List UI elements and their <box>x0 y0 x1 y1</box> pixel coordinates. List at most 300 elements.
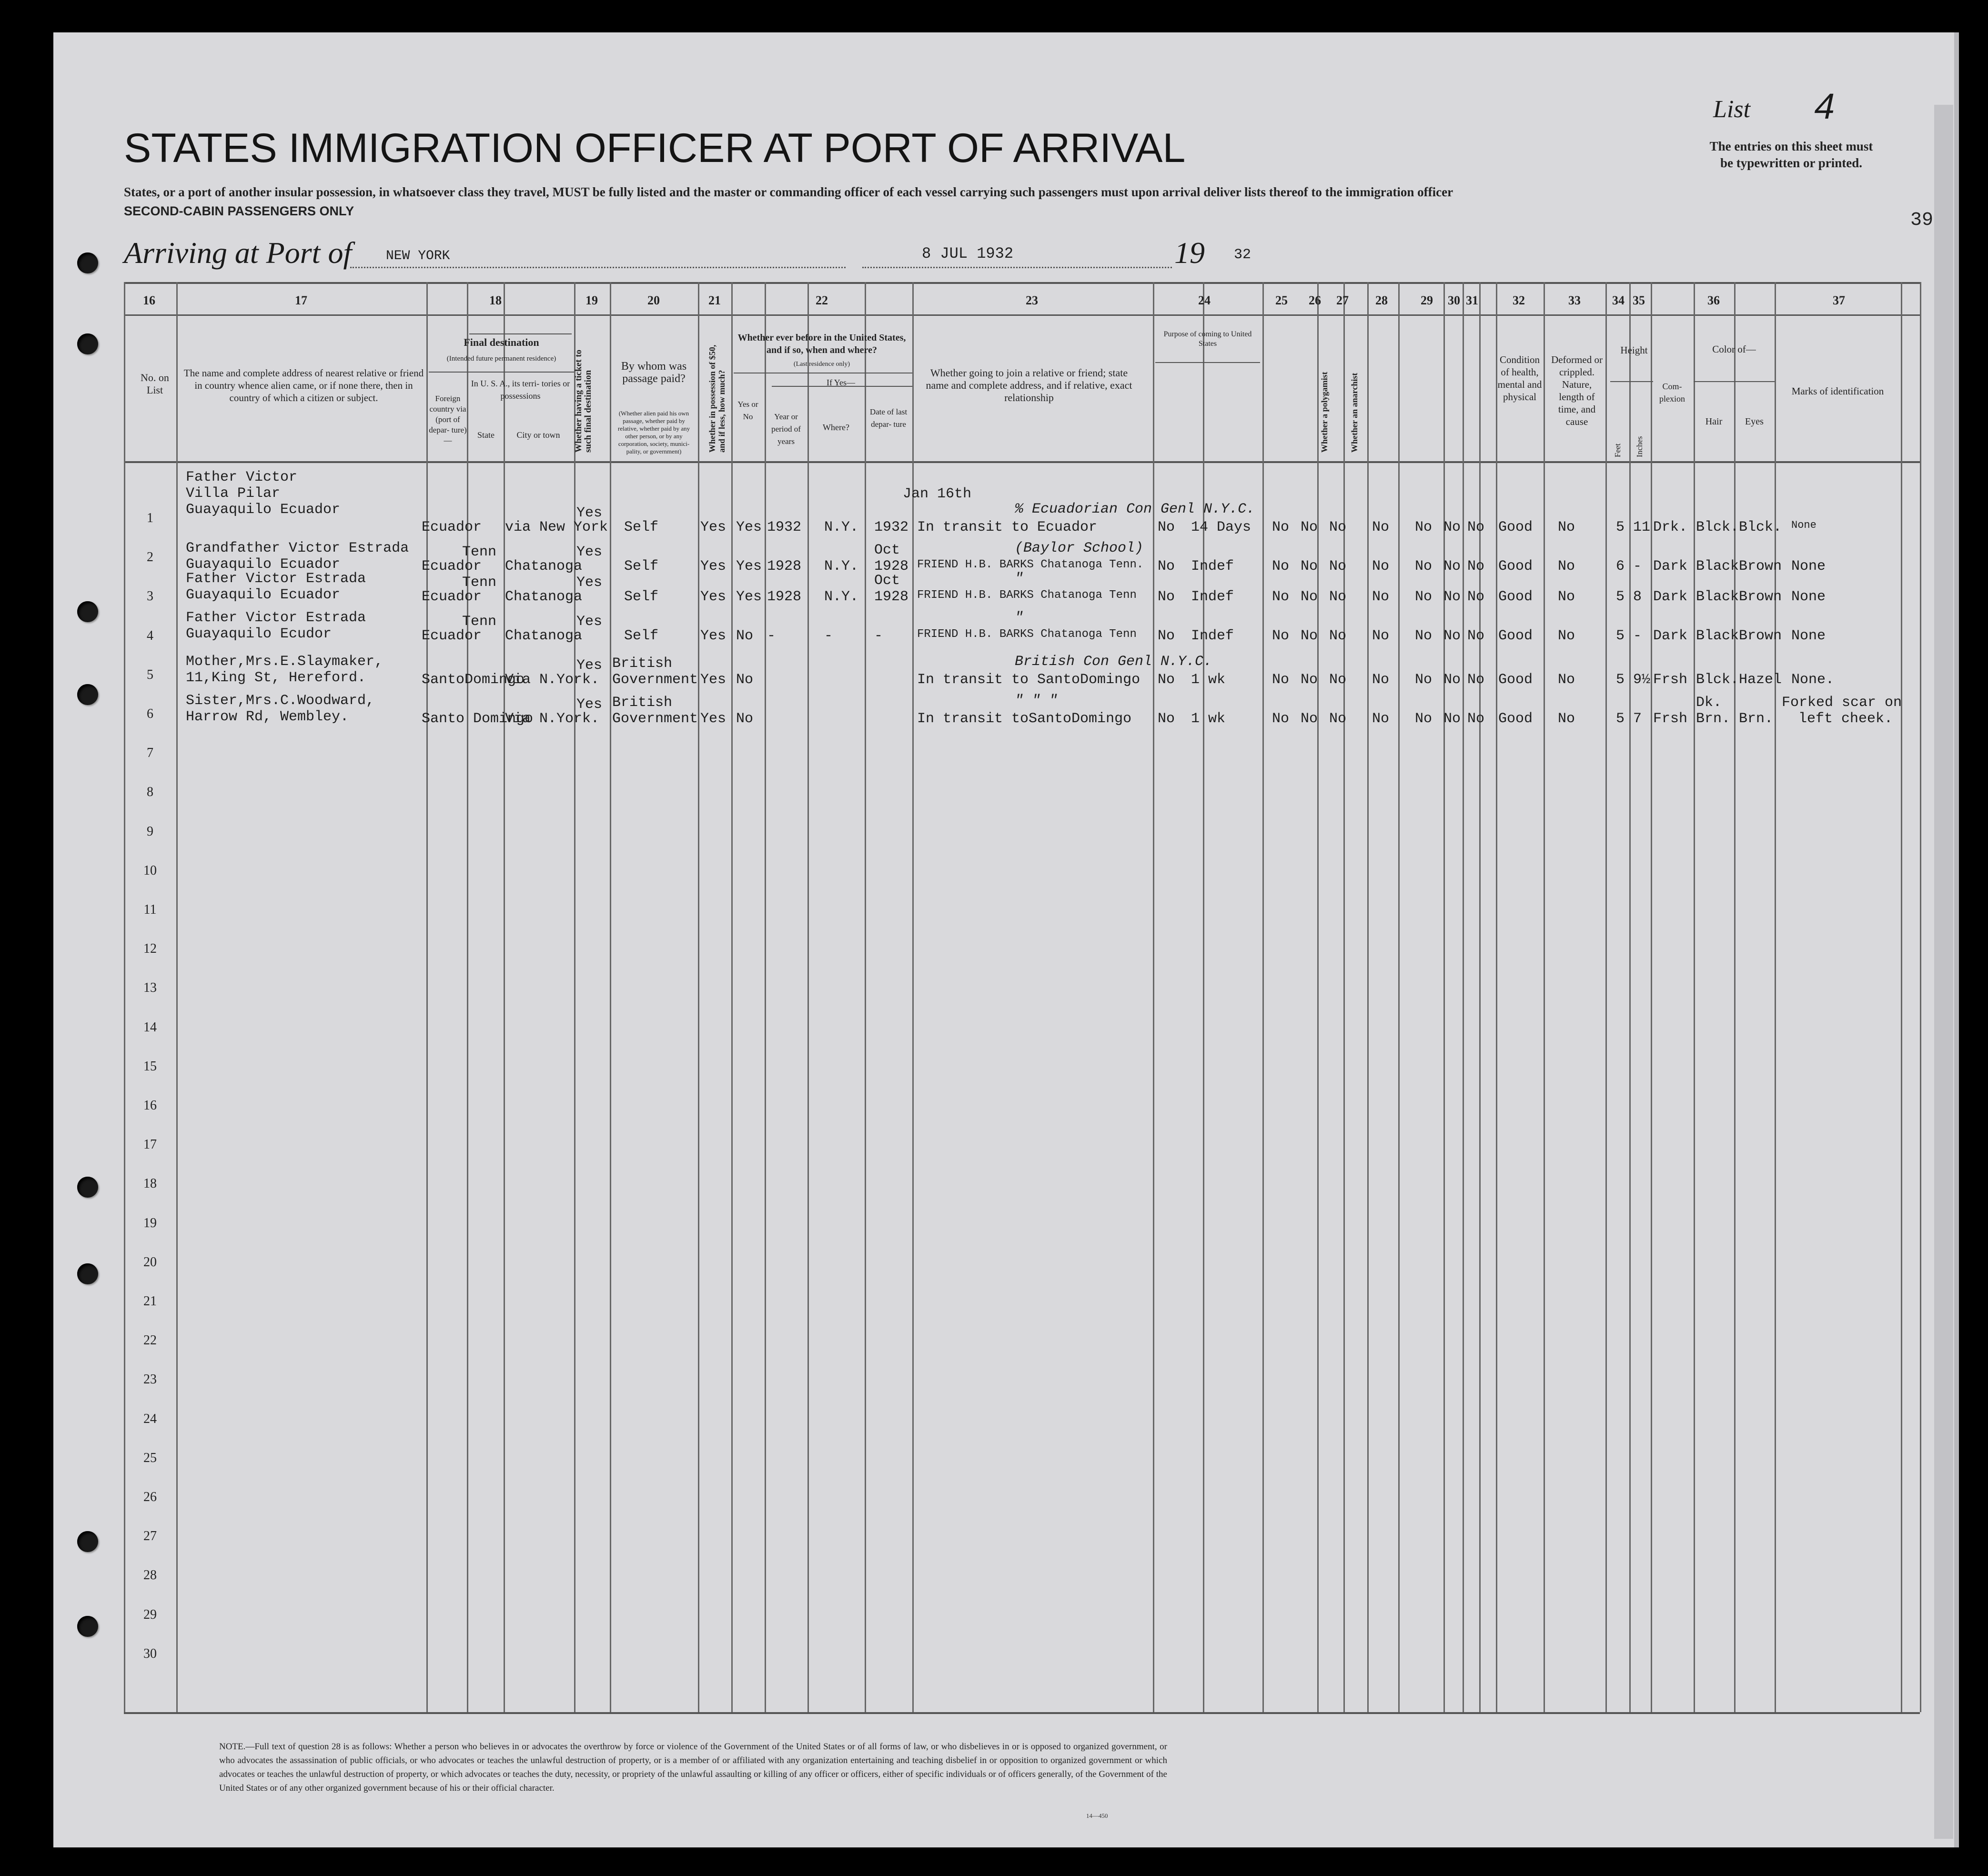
row-number: 17 <box>143 1137 157 1152</box>
joining-handwritten: % Ecuadorian Con Genl N.Y.C. <box>1015 501 1255 517</box>
state-value: Tenn <box>462 614 497 630</box>
passage-value: Self <box>624 519 659 535</box>
relative-address: Villa Pilar <box>186 485 281 502</box>
header-if-yes: If Yes— <box>826 378 855 387</box>
column-rule <box>731 282 733 1712</box>
eyes-value: Blck. <box>1739 519 1782 535</box>
answer-c30: No <box>1443 672 1461 688</box>
relative-address: Sister,Mrs.C.Woodward, <box>186 693 375 709</box>
row-number: 25 <box>143 1450 157 1465</box>
column-number: 36 <box>1707 293 1720 307</box>
city-value: Chatanoga <box>505 628 583 644</box>
answer-c31: No <box>1467 628 1485 644</box>
header-condition: Condition of health, mental and physical <box>1497 354 1542 403</box>
ticket-value: Yes <box>576 544 603 560</box>
relative-address: 11,King St, Hereford. <box>186 670 366 686</box>
answer-c25: No <box>1272 628 1290 644</box>
column-rule <box>1901 282 1902 1712</box>
binder-hole <box>77 1177 98 1198</box>
city-value: Chatanoga <box>505 589 583 605</box>
answer-c27: No <box>1329 558 1347 575</box>
deformed-value: No <box>1558 711 1575 727</box>
city-value: Chatanoga <box>505 558 583 575</box>
hair-value: Black <box>1696 589 1739 605</box>
answer-c25: No <box>1272 519 1290 535</box>
column-rule <box>1463 282 1464 1712</box>
passage-value: Self <box>624 589 659 605</box>
relative-address: Father Victor <box>186 469 298 485</box>
departure-date-value: 1928 <box>874 558 909 575</box>
row-number: 20 <box>143 1254 157 1270</box>
relative-address: Harrow Rd, Wembley. <box>186 709 349 725</box>
column-rule <box>698 282 699 1712</box>
row-number: 7 <box>147 746 153 761</box>
city-value: Via N.York. <box>505 711 600 727</box>
eyes-value: Brown <box>1739 558 1782 575</box>
marks-value: None <box>1791 628 1826 644</box>
answer-c30: No <box>1443 711 1461 727</box>
departure-date-value: Oct <box>874 573 900 589</box>
header-deformed: Deformed or crippled. Nature, length of time, and cause <box>1551 354 1603 427</box>
passage-value: Self <box>624 628 659 644</box>
row-number: 14 <box>143 1019 157 1035</box>
deformed-value: No <box>1558 672 1575 688</box>
passage-value: British <box>612 695 673 711</box>
money-value: Yes <box>700 628 727 644</box>
column-rule <box>765 282 766 1712</box>
column-number: 20 <box>647 293 660 307</box>
header-instruction: States, or a port of another insular possession, in whatsoever class they travel, MUST be fully listed and the master or commanding officer of each vessel carrying such passengers must upon arrival deliver lists thereof to the immigration officer <box>124 185 1453 199</box>
answer-c26: No <box>1301 558 1318 575</box>
header-final-destination-sub: (Intended future permanent residence) <box>446 355 556 363</box>
relative-address: Mother,Mrs.E.Slaymaker, <box>186 654 383 670</box>
duration-value: Indef <box>1191 558 1234 575</box>
height-feet-value: 5 <box>1616 628 1625 644</box>
column-rule <box>1153 282 1154 1712</box>
row-number: 8 <box>147 785 153 800</box>
answer-c28: No <box>1372 628 1390 644</box>
column-rule <box>1629 282 1631 1712</box>
height-inches-value: - <box>1633 558 1642 575</box>
row-number: 30 <box>143 1646 157 1661</box>
foreign-country-value: Ecuador <box>422 558 482 575</box>
row-number: 29 <box>143 1607 157 1622</box>
header-in-usa: In U. S. A., its terri- tories or possessions <box>471 379 570 401</box>
height-feet-value: 5 <box>1616 672 1625 688</box>
health-value: Good <box>1498 711 1533 727</box>
header-marks: Marks of identification <box>1791 385 1884 397</box>
purpose-value: No <box>1158 519 1175 535</box>
eyes-value: Brown <box>1739 628 1782 644</box>
column-rule <box>1544 282 1545 1712</box>
joining-value: In transit to Ecuador <box>917 519 1098 535</box>
column-number: 17 <box>295 293 307 307</box>
relative-address: Guayaquilo Ecuador <box>186 587 341 603</box>
ticket-value: Yes <box>576 657 603 674</box>
city-value: Via N.York. <box>505 672 600 688</box>
row-number: 1 <box>147 511 153 525</box>
column-number: 16 <box>143 293 155 307</box>
column-number: 24 <box>1198 293 1211 307</box>
relative-address: Guayaquilo Ecuador <box>186 502 341 518</box>
column-number: 25 <box>1275 293 1288 307</box>
column-rule <box>1317 282 1319 1712</box>
header-where: Where? <box>823 423 849 432</box>
ticket-value: Yes <box>576 696 603 713</box>
hair-value: Black <box>1696 628 1739 644</box>
deformed-value: No <box>1558 558 1575 575</box>
subheader-rule <box>1610 381 1653 382</box>
subheader-rule <box>1155 362 1260 363</box>
year-prefix: 19 <box>1174 236 1205 270</box>
answer-c28: No <box>1372 711 1390 727</box>
deformed-value: No <box>1558 519 1575 535</box>
header-height: Height <box>1620 344 1648 356</box>
answer-c25: No <box>1272 558 1290 575</box>
money-value: Yes <box>700 672 727 688</box>
answer-c31: No <box>1467 589 1485 605</box>
row-number: 10 <box>143 863 157 878</box>
where-value: N.Y. <box>824 589 859 605</box>
answer-c28: No <box>1372 589 1390 605</box>
joining-value: FRIEND H.B. BARKS Chatanoga Tenn <box>917 589 1137 602</box>
health-value: Good <box>1498 589 1533 605</box>
header-joining: Whether going to join a relative or friend; state name and complete address, and if relative, exact relationship <box>926 367 1132 403</box>
foreign-country-value: Santo Domingo <box>422 711 534 727</box>
header-color-of: Color of— <box>1712 343 1756 355</box>
header-state: State <box>477 430 494 440</box>
column-rule <box>1367 282 1369 1712</box>
column-number: 30 <box>1448 293 1460 307</box>
header-polygamist: Whether a polygamist <box>1320 372 1329 453</box>
answer-c29: No <box>1415 628 1433 644</box>
binder-hole <box>77 1263 98 1284</box>
hair-value: Blck. <box>1696 672 1739 688</box>
row-number: 2 <box>147 550 153 565</box>
before-value: No <box>736 628 754 644</box>
complexion-value: Dark <box>1653 558 1688 575</box>
hair-value: Black <box>1696 558 1739 575</box>
row-number: 6 <box>147 706 153 721</box>
duration-value: 1 wk <box>1191 711 1226 727</box>
header-feet: Feet <box>1613 443 1622 457</box>
answer-c28: No <box>1372 519 1390 535</box>
answer-c30: No <box>1443 558 1461 575</box>
column-number: 19 <box>585 293 598 307</box>
binder-hole <box>77 684 98 705</box>
year-value: 1932 <box>767 519 802 535</box>
height-inches-value: 7 <box>1633 711 1642 727</box>
marks-value: None <box>1791 589 1826 605</box>
health-value: Good <box>1498 558 1533 575</box>
marks-value: Forked scar on <box>1782 695 1902 711</box>
row-number: 18 <box>143 1176 157 1191</box>
row-number: 22 <box>143 1333 157 1348</box>
height-inches-value: 8 <box>1633 589 1642 605</box>
row-number: 24 <box>143 1411 157 1426</box>
answer-c31: No <box>1467 519 1485 535</box>
column-number: 22 <box>816 293 828 307</box>
duration-value: 14 Days <box>1191 519 1251 535</box>
header-passage: By whom was passage paid? <box>621 360 687 385</box>
where-value: N.Y. <box>824 558 859 575</box>
row-number: 19 <box>143 1215 157 1230</box>
header-city: City or town <box>516 430 560 440</box>
entries-note-line: be typewritten or printed. <box>1720 156 1862 170</box>
subheader-rule <box>1694 381 1775 382</box>
hair-value: Brn. <box>1696 711 1731 727</box>
column-number: 34 <box>1612 293 1625 307</box>
height-inches-value: - <box>1633 628 1642 644</box>
header-passage-sub: (Whether alien paid his own passage, whether paid by relative, whether paid by any other person, or by any corporation, society, munici- pality, or government) <box>617 410 690 455</box>
column-rule <box>467 282 468 1712</box>
column-rule <box>1479 282 1481 1712</box>
column-number: 27 <box>1336 293 1349 307</box>
height-feet-value: 5 <box>1616 519 1625 535</box>
binder-hole <box>77 252 98 273</box>
answer-c31: No <box>1467 558 1485 575</box>
passage-value: British <box>612 656 673 672</box>
row-number: 9 <box>147 824 153 839</box>
subheader-rule <box>429 372 574 373</box>
sheet-edge <box>1934 105 1953 1839</box>
purpose-value: No <box>1158 589 1175 605</box>
column-rule <box>1651 282 1652 1712</box>
column-number: 35 <box>1633 293 1645 307</box>
departure-date-value: 1928 <box>874 589 909 605</box>
passage-value: Government <box>612 672 698 688</box>
answer-c29: No <box>1415 589 1433 605</box>
column-number: 31 <box>1466 293 1478 307</box>
column-rule <box>1343 282 1345 1712</box>
binder-hole <box>77 1531 98 1552</box>
column-rule <box>124 282 125 1712</box>
column-rule <box>1203 282 1204 1712</box>
passage-value: Self <box>624 558 659 575</box>
before-value: Yes <box>736 519 762 535</box>
relative-address: Guayaquilo Ecuador <box>186 556 341 573</box>
header-hair: Hair <box>1705 416 1723 427</box>
purpose-value: No <box>1158 558 1175 575</box>
header-year-period: Year or period of years <box>771 412 801 446</box>
purpose-value: No <box>1158 672 1175 688</box>
relative-address: Guayaquilo Ecudor <box>186 626 332 642</box>
column-rule <box>1775 282 1776 1712</box>
where-value: N.Y. <box>824 519 859 535</box>
manifest-sheet <box>53 32 1959 1847</box>
money-value: Yes <box>700 589 727 605</box>
hair-value: Dk. <box>1696 695 1722 711</box>
passage-value: Government <box>612 711 698 727</box>
ticket-value: Yes <box>576 505 603 521</box>
date-stamp: 8 JUL 1932 <box>922 245 1014 262</box>
header-foreign-country: Foreign country via (port of depar- ture)— <box>429 394 467 445</box>
where-value: - <box>824 628 833 644</box>
before-value: Yes <box>736 589 762 605</box>
height-inches-value: 9½ <box>1633 672 1651 688</box>
purpose-value: No <box>1158 628 1175 644</box>
header-yes-no: Yes or No <box>737 400 758 421</box>
column-rule <box>865 282 866 1712</box>
column-rule <box>574 282 575 1712</box>
column-rule <box>1496 282 1497 1712</box>
header-money: Whether in possession of $50, and if less, how much? <box>707 344 727 453</box>
relative-address: Father Victor Estrada <box>186 610 366 626</box>
row-number: 13 <box>143 980 157 996</box>
state-value: Tenn <box>462 544 497 560</box>
complexion-value: Frsh <box>1653 711 1688 727</box>
ticket-value: Yes <box>576 575 603 591</box>
purpose-value: No <box>1158 711 1175 727</box>
column-number: 26 <box>1309 293 1321 307</box>
column-rule <box>1398 282 1400 1712</box>
header-complexion: Com- plexion <box>1659 382 1685 403</box>
health-value: Good <box>1498 628 1533 644</box>
joining-handwritten: " <box>1015 610 1024 626</box>
entries-note <box>1658 138 1925 171</box>
year-value: 1928 <box>767 589 802 605</box>
row-number: 5 <box>147 667 153 682</box>
column-number: 32 <box>1513 293 1525 307</box>
row-number: 4 <box>147 628 153 643</box>
class-label: SECOND-CABIN PASSENGERS ONLY <box>124 204 354 218</box>
joining-value: FRIEND H.B. BARKS Chatanoga Tenn. <box>917 558 1144 571</box>
page-number: 39 <box>1910 210 1934 231</box>
header-final-destination: Final destination <box>464 336 539 348</box>
eyes-value: Brown <box>1739 589 1782 605</box>
marks-value: None <box>1791 519 1816 531</box>
column-rule <box>426 282 428 1712</box>
answer-c27: No <box>1329 672 1347 688</box>
complexion-value: Dark <box>1653 589 1688 605</box>
column-rule <box>807 282 809 1712</box>
answer-c31: No <box>1467 672 1485 688</box>
column-rule <box>176 282 178 1712</box>
answer-c30: No <box>1443 519 1461 535</box>
marks-value: left cheek. <box>1798 711 1893 727</box>
answer-c30: No <box>1443 589 1461 605</box>
year-suffix: 32 <box>1234 247 1251 263</box>
column-number: 37 <box>1833 293 1845 307</box>
column-number: 28 <box>1375 293 1388 307</box>
height-feet-value: 5 <box>1616 589 1625 605</box>
complexion-value: Dark <box>1653 628 1688 644</box>
answer-c25: No <box>1272 711 1290 727</box>
height-feet-value: 6 <box>1616 558 1625 575</box>
footnote: NOTE.—Full text of question 28 is as follows: Whether a person who believes in or advocates the overthrow by force or violence of the Government of the United States or of all forms of law, or who disbelieves in or is opposed to organized government, or who advocates the assassination of public officials, or who advocates or teaches the unlawful destruction of property, or is a member of or affiliated with any organization entertaining and teaching disbelief in or opposition to organized government or which advocates or teaches the unlawful destruction of property, or which advocates or teaches the duty, necessity, or propriety of the unlawful assaulting or killing of any officer or officers, either of specific individuals or of officers generally, of the Government of the United States or of any other organized government because of his or their official character. <box>219 1742 1167 1793</box>
row-number: 3 <box>147 589 153 604</box>
year-value: - <box>767 628 776 644</box>
answer-c28: No <box>1372 672 1390 688</box>
row-number: 27 <box>143 1529 157 1544</box>
column-number: 18 <box>489 293 502 307</box>
before-value: No <box>736 711 754 727</box>
table-bottom-rule <box>124 1712 1920 1714</box>
answer-c27: No <box>1329 519 1347 535</box>
column-number: 29 <box>1421 293 1433 307</box>
duration-value: Indef <box>1191 589 1234 605</box>
date-line <box>862 267 1172 268</box>
foreign-country-value: Ecuador <box>422 589 482 605</box>
answer-c29: No <box>1415 711 1433 727</box>
deformed-value: No <box>1558 628 1575 644</box>
row-number: 12 <box>143 941 157 957</box>
answer-c28: No <box>1372 558 1390 575</box>
answer-c26: No <box>1301 672 1318 688</box>
year-value: 1928 <box>767 558 802 575</box>
column-rule <box>504 282 505 1712</box>
foreign-country-value: SantoDomingo <box>422 672 525 688</box>
answer-c27: No <box>1329 589 1347 605</box>
header-eyes: Eyes <box>1745 416 1764 427</box>
joining-value: In transit to SantoDomingo <box>917 672 1140 688</box>
answer-c29: No <box>1415 519 1433 535</box>
column-number: 23 <box>1026 293 1038 307</box>
deformed-value: No <box>1558 589 1575 605</box>
marks-value: None. <box>1791 672 1835 688</box>
column-rule <box>1605 282 1607 1712</box>
header-date-departure: Date of last depar- ture <box>869 407 908 429</box>
port-line <box>350 267 846 268</box>
before-value: Yes <box>736 558 762 575</box>
answer-c31: No <box>1467 711 1485 727</box>
marks-value: None <box>1791 558 1826 575</box>
height-inches-value: 11 <box>1633 519 1651 535</box>
column-number: 33 <box>1568 293 1581 307</box>
header-ever-before: Whether ever before in the United States, and if so, when and where? <box>737 333 906 355</box>
eyes-value: Hazel <box>1739 672 1782 688</box>
form-number: 14—450 <box>1086 1812 1108 1819</box>
column-rule <box>1694 282 1695 1712</box>
health-value: Good <box>1498 672 1533 688</box>
foreign-country-value: Ecuador <box>422 628 482 644</box>
departure-date-value: - <box>874 628 883 644</box>
column-rule <box>1920 282 1921 1712</box>
header-inches: Inches <box>1635 436 1644 457</box>
money-value: Yes <box>700 558 727 575</box>
row-number: 16 <box>143 1098 157 1113</box>
column-rule <box>610 282 611 1712</box>
answer-c26: No <box>1301 589 1318 605</box>
row-number: 15 <box>143 1059 157 1074</box>
row-number: 21 <box>143 1294 157 1309</box>
departure-date-value: 1932 <box>874 519 909 535</box>
joining-note: Jan 16th <box>903 486 972 502</box>
subheader-rule <box>469 333 572 334</box>
before-value: No <box>736 672 754 688</box>
joining-handwritten: British Con Genl N.Y.C. <box>1015 654 1212 670</box>
binder-hole <box>77 1616 98 1637</box>
binder-hole <box>77 601 98 622</box>
joining-handwritten: " <box>1015 571 1024 587</box>
health-value: Good <box>1498 519 1533 535</box>
eyes-value: Brn. <box>1739 711 1774 727</box>
joining-value: FRIEND H.B. BARKS Chatanoga Tenn <box>917 628 1137 641</box>
joining-handwritten: (Baylor School) <box>1015 540 1144 556</box>
entries-note-line: The entries on this sheet must <box>1709 139 1873 153</box>
relative-address: Grandfather Victor Estrada <box>186 540 409 556</box>
answer-c27: No <box>1329 711 1347 727</box>
height-feet-value: 5 <box>1616 711 1625 727</box>
header-relative-abroad: The name and complete address of nearest relative or friend in country whence alien came, or if none there, then in country of which a citizen or subject. <box>183 367 424 403</box>
header-no-on-list: No. on List <box>141 372 169 396</box>
answer-c27: No <box>1329 628 1347 644</box>
joining-handwritten: " " " <box>1015 693 1058 709</box>
answer-c30: No <box>1443 628 1461 644</box>
column-rule <box>1734 282 1736 1712</box>
row-number: 11 <box>143 902 157 917</box>
list-number: 4 <box>1810 86 1840 127</box>
